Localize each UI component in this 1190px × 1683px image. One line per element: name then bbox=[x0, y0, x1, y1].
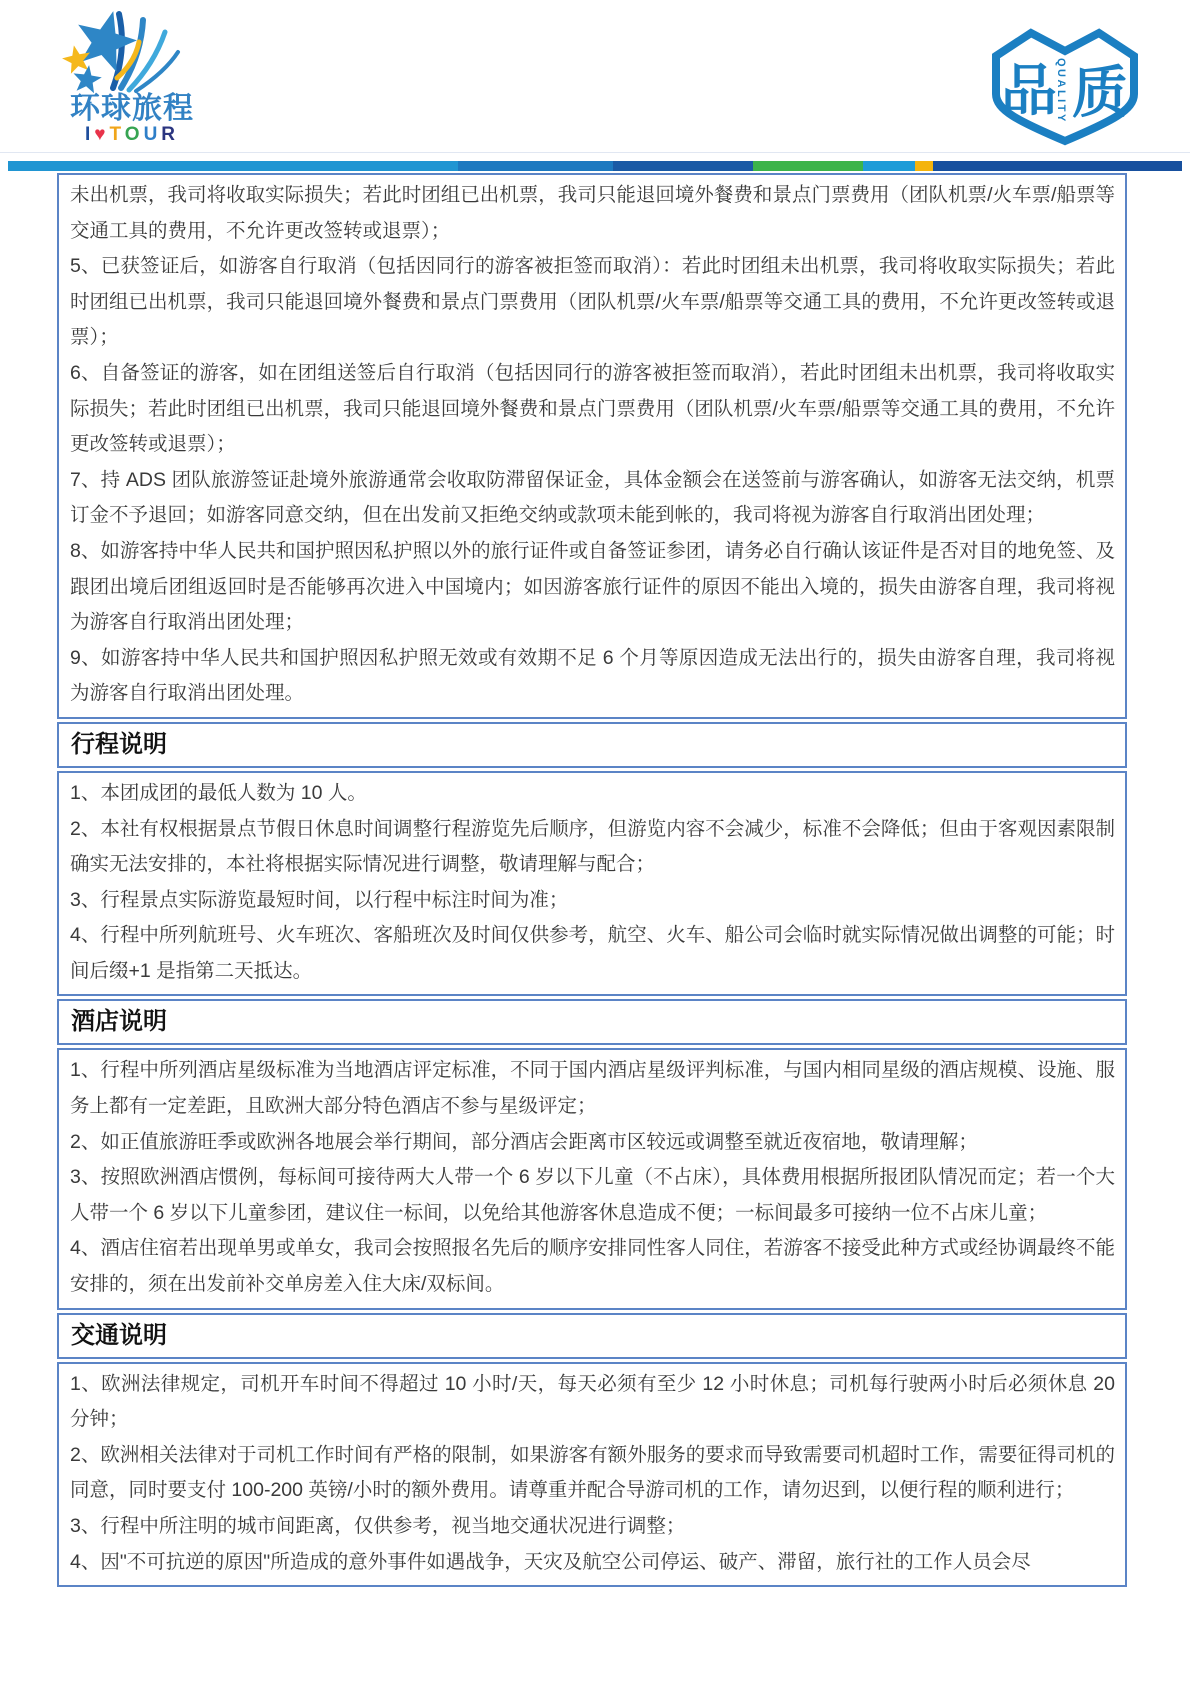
slogan-letter: U bbox=[143, 124, 162, 145]
paragraph: 2、如正值旅游旺季或欧洲各地展会举行期间，部分酒店会距离市区较远或调整至就近夜宿地，敬请理解； bbox=[70, 1130, 978, 1153]
quality-vertical-text: QUALITY bbox=[1055, 58, 1067, 124]
agency-name: 环球旅程 bbox=[70, 92, 194, 125]
section-heading-hotel bbox=[57, 999, 1127, 1045]
paragraph: 1、行程中所列酒店星级标准为当地酒店评定标准，不同于国内酒店星级评判标准，与国内相同星级的酒店规模、设施、服务上都有一定差距，且欧洲大部分特色酒店不参与星级评定； bbox=[70, 1059, 1115, 1118]
section-itinerary-notes bbox=[57, 771, 1127, 997]
header-rule bbox=[0, 152, 1190, 153]
paragraph: 4、因"不可抗逆的原因"所造成的意外事件如遇战争，天灾及航空公司停运、破产、滞留，旅行社的工作人员会尽 bbox=[70, 1550, 1031, 1573]
paragraph: 4、行程中所列航班号、火车班次、客船班次及时间仅供参考，航空、火车、船公司会临时就实际情况做出调整的可能；时间后缀+1 是指第二天抵达。 bbox=[70, 924, 1115, 982]
paragraph: 2、欧洲相关法律对于司机工作时间有严格的限制，如果游客有额外服务的要求而导致需要司机超时工作，需要征得司机的同意，同时要支付 100-200 英镑/小时的额外费用。请尊重并配合导游司机的工作，请勿迟到，以便行程的顺利进行； bbox=[70, 1443, 1115, 1502]
quality-badge bbox=[986, 20, 1144, 151]
section-transport-notes bbox=[57, 1362, 1127, 1588]
slogan-letter: O bbox=[124, 124, 144, 145]
star-swoosh-logo-icon bbox=[57, 2, 207, 94]
section-title: 交通说明 bbox=[71, 1321, 167, 1349]
agency-slogan bbox=[52, 125, 212, 145]
section-visa-cancellation-terms bbox=[57, 173, 1127, 719]
section-heading-transport bbox=[57, 1313, 1127, 1359]
slogan-letter: I bbox=[84, 124, 95, 145]
section-title: 酒店说明 bbox=[71, 1008, 167, 1036]
divider-segment bbox=[613, 161, 753, 171]
quality-shield-icon bbox=[986, 20, 1144, 146]
divider-segment bbox=[753, 161, 863, 171]
section-heading-itinerary bbox=[57, 722, 1127, 768]
paragraph: 5、已获签证后，如游客自行取消（包括因同行的游客被拒签而取消）：若此时团组未出机票，我司将收取实际损失；若此时团组已出机票，我司只能退回境外餐费和景点门票费用（团队机票/火车票/船票等交通工具的费用，不允许更改签转或退票）； bbox=[70, 255, 1115, 349]
quality-char-right: 质 bbox=[1072, 61, 1128, 124]
paragraph: 1、本团成团的最低人数为 10 人。 bbox=[70, 781, 367, 804]
paragraph: 1、欧洲法律规定，司机开车时间不得超过 10 小时/天，每天必须有至少 12 小时休息；司机每行驶两小时后必须休息 20 分钟； bbox=[70, 1372, 1115, 1431]
paragraph: 3、行程景点实际游览最短时间，以行程中标注时间为准； bbox=[70, 888, 569, 911]
terms-document bbox=[57, 173, 1127, 1590]
paragraph: 7、持 ADS 团队旅游签证赴境外旅游通常会收取防滞留保证金，具体金额会在送签前与游客确认，如游客无法交纳，机票订金不予退回；如游客同意交纳，但在出发前又拒绝交纳或款项未能到帐的，我司将视为游客自行取消出团处理； bbox=[70, 468, 1115, 527]
paragraph: 4、酒店住宿若出现单男或单女，我司会按照报名先后的顺序安排同性客人同住，若游客不接受此种方式或经协调最终不能安排的，须在出发前补交单房差入住大床/双标间。 bbox=[70, 1237, 1115, 1296]
section-title: 行程说明 bbox=[71, 730, 167, 758]
divider-segment bbox=[863, 161, 915, 171]
divider-segment bbox=[458, 161, 613, 171]
slogan-letter: T bbox=[109, 124, 125, 145]
paragraph: 3、按照欧洲酒店惯例，每标间可接待两大人带一个 6 岁以下儿童（不占床），具体费用根据所报团队情况而定；若一个大人带一个 6 岁以下儿童参团，建议住一标间，以免给其他游客休息造成不便；一标间最多可接纳一位不占床儿童； bbox=[70, 1166, 1115, 1224]
paragraph: 6、自备签证的游客，如在团组送签后自行取消（包括因同行的游客被拒签而取消），若此时团组未出机票，我司将收取实际损失；若此时团组已出机票，我司只能退回境外餐费和景点门票费用（团队机票/火车票/船票等交通工具的费用，不允许更改签转或退票）； bbox=[70, 361, 1115, 456]
paragraph: 9、如游客持中华人民共和国护照因私护照无效或有效期不足 6 个月等原因造成无法出行的，损失由游客自理，我司将视为游客自行取消出团处理。 bbox=[70, 646, 1115, 705]
heart-icon: ♥ bbox=[94, 124, 110, 145]
quality-char-left: 品 bbox=[1001, 59, 1057, 122]
slogan-letter: R bbox=[161, 124, 180, 145]
paragraph: 未出机票，我司将收取实际损失；若此时团组已出机票，我司只能退回境外餐费和景点门票费用（团队机票/火车票/船票等交通工具的费用，不允许更改签转或退票）； bbox=[70, 184, 1115, 242]
section-hotel-notes bbox=[57, 1048, 1127, 1309]
paragraph: 8、如游客持中华人民共和国护照因私护照以外的旅行证件或自备签证参团，请务必自行确认该证件是否对目的地免签、及跟团出境后团组返回时是否能够再次进入中国境内；如因游客旅行证件的原因不能出入境的，损失由游客自理，我司将视为游客自行取消出团处理； bbox=[70, 539, 1115, 634]
paragraph: 3、行程中所注明的城市间距离，仅供参考，视当地交通状况进行调整； bbox=[70, 1515, 686, 1537]
brand-divider-bar bbox=[8, 161, 1182, 171]
divider-segment bbox=[915, 161, 933, 171]
divider-segment bbox=[8, 161, 458, 171]
paragraph: 2、本社有权根据景点节假日休息时间调整行程游览先后顺序，但游览内容不会减少，标准不会降低；但由于客观因素限制确实无法安排的，本社将根据实际情况进行调整，敬请理解与配合； bbox=[70, 817, 1115, 876]
agency-logo bbox=[52, 2, 212, 145]
divider-segment bbox=[933, 161, 1182, 171]
